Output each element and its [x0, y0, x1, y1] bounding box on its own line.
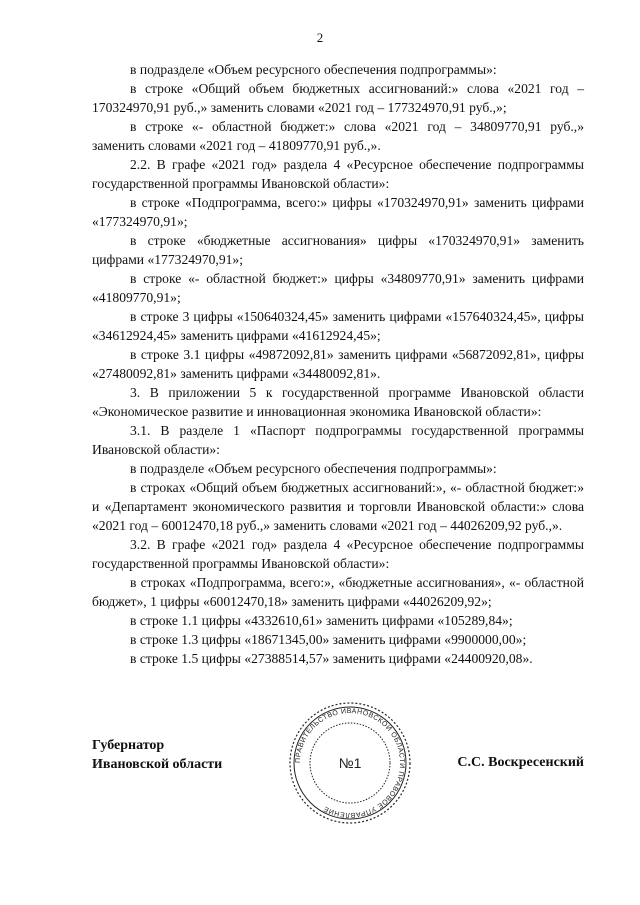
paragraph: в строке 1.3 цифры «18671345,00» заменить цифрами «9900000,00»;: [130, 632, 527, 647]
paragraph: 2.2. В графе «2021 год» раздела 4 «Ресурсное обеспечение подпрограммы государственной программы Ивановской области»:: [92, 157, 584, 191]
signatory-name: С.С. Воскресенский: [457, 755, 584, 770]
paragraph: в строках «Общий объем бюджетных ассигнований:», «- областной бюджет:» и «Департамент экономического развития и торговли Ивановской области:» слова «2021 год – 60012470,18 руб.,» заменить словами «2021 год – 44026209,92 руб.,».: [92, 480, 584, 533]
paragraph: 3. В приложении 5 к государственной программе Ивановской области «Экономическое развитие и инновационная экономика Ивановской области»:: [92, 385, 584, 419]
seal-ring-text: ПРАВИТЕЛЬСТВО ИВАНОВСКОЙ ОБЛАСТИ ПРАВОВОЕ УПРАВЛЕНИЕ: [294, 707, 406, 819]
paragraph: в строках «Подпрограмма, всего:», «бюджетные ассигнования», «- областной бюджет», 1 цифры «60012470,18» заменить цифрами «44026209,92»;: [92, 575, 584, 609]
paragraph: в строке «- областной бюджет:» слова «2021 год – 34809770,91 руб.,» заменить словами «2021 год – 41809770,91 руб.,».: [92, 119, 584, 153]
paragraph: в строке «Подпрограмма, всего:» цифры «170324970,91» заменить цифрами «177324970,91»;: [92, 195, 584, 229]
paragraph: в строке 1.1 цифры «4332610,61» заменить цифрами «105289,84»;: [130, 613, 513, 628]
paragraph: в строке 3.1 цифры «49872092,81» заменить цифрами «56872092,81», цифры «27480092,81» заменить цифрами «34480092,81».: [92, 347, 584, 381]
paragraph: 3.1. В разделе 1 «Паспорт подпрограммы государственной программы Ивановской области»:: [92, 423, 584, 457]
paragraph: в подразделе «Объем ресурсного обеспечения подпрограммы»:: [130, 461, 497, 476]
paragraph: в строке «Общий объем бюджетных ассигнований:» слова «2021 год – 170324970,91 руб.,» заменить словами «2021 год – 177324970,91 руб.,»;: [92, 81, 584, 115]
signatory-title-line2: Ивановской области: [92, 757, 223, 772]
seal-number: №1: [338, 755, 362, 771]
paragraph: в подразделе «Объем ресурсного обеспечения подпрограммы»:: [130, 62, 497, 77]
paragraph: в строке «бюджетные ассигнования» цифры «170324970,91» заменить цифрами «177324970,91»;: [92, 233, 584, 267]
paragraph: в строке 3 цифры «150640324,45» заменить цифрами «157640324,45», цифры «34612924,45» заменить цифрами «41612924,45»;: [92, 309, 584, 343]
paragraph: в строке 1.5 цифры «27388514,57» заменить цифрами «24400920,08».: [130, 651, 533, 666]
signatory-title: [92, 736, 222, 774]
signatory-title-line1: Губернатор: [92, 738, 165, 753]
paragraph: в строке «- областной бюджет:» цифры «34809770,91» заменить цифрами «41809770,91»;: [92, 271, 584, 305]
official-seal: [287, 700, 413, 826]
document-body: [92, 60, 584, 668]
page-number: 2: [316, 30, 324, 45]
paragraph: 3.2. В графе «2021 год» раздела 4 «Ресурсное обеспечение подпрограммы государственной программы Ивановской области»:: [92, 537, 584, 571]
